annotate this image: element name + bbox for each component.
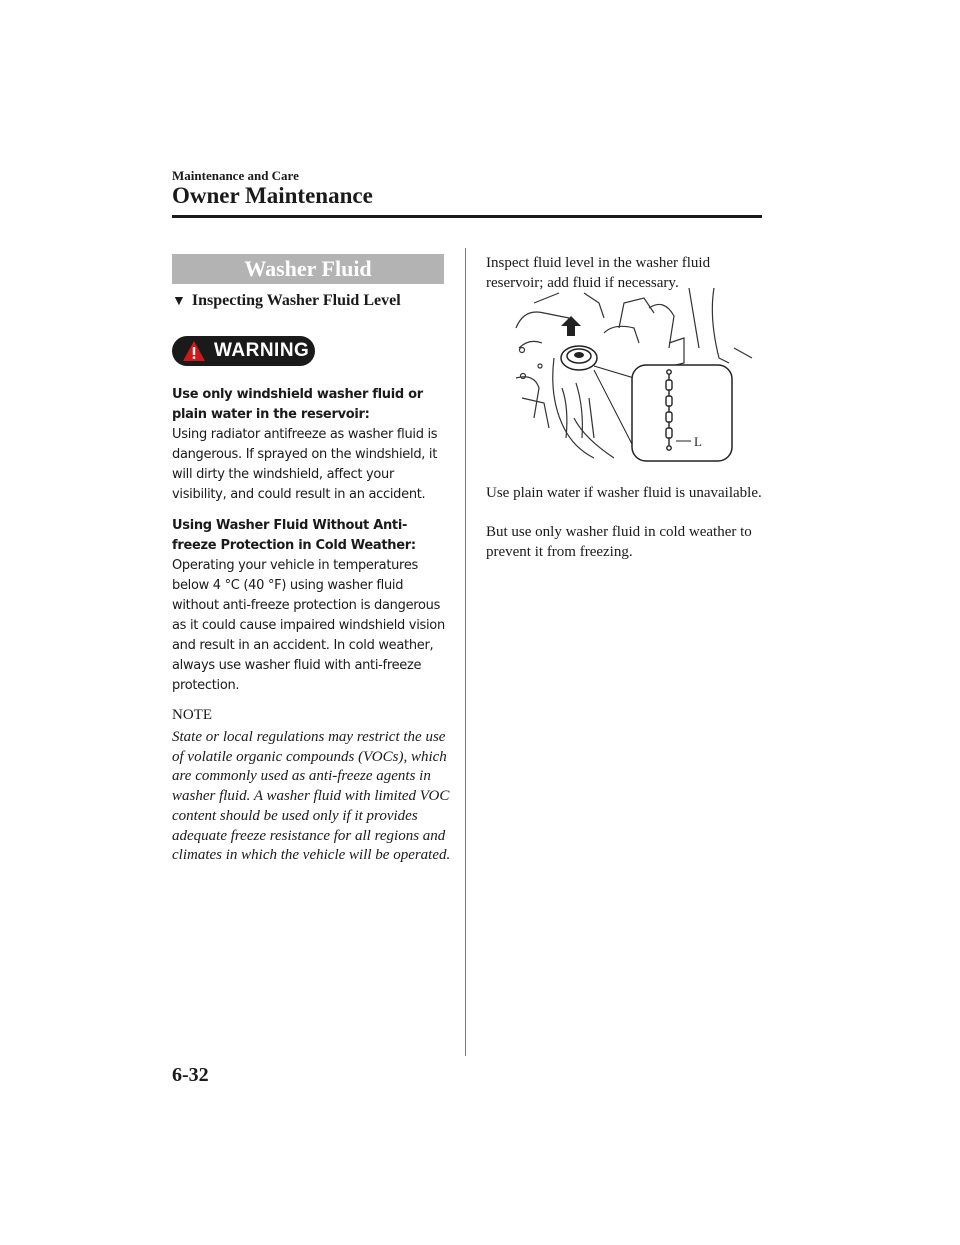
column-divider <box>465 248 466 1056</box>
warning-item-body: Using radiator antifreeze as washer fluid is dangerous. If sprayed on the windshield, it will dirty the windshield, affect your visibility, and could result in an accident. <box>172 427 438 502</box>
warning-item-body: Operating your vehicle in temperatures below 4 °C (40 °F) using washer fluid without anti-freeze protection is dangerous as it could cause impaired windshield vision and result in an accident. In cold weather, always use washer fluid with anti-freeze protection. <box>172 558 445 693</box>
section-banner: Washer Fluid <box>172 254 444 284</box>
page-title: Owner Maintenance <box>172 183 373 208</box>
subsection-heading-text: Inspecting Washer Fluid Level <box>191 292 401 309</box>
subsection-heading <box>172 292 401 310</box>
warning-icon <box>182 340 206 362</box>
washer-reservoir-diagram <box>514 288 754 463</box>
warning-item-heading: Use only windshield washer fluid or plain water in the reservoir: <box>172 387 423 422</box>
warning-badge <box>172 336 315 366</box>
cold-weather-note: But use only washer fluid in cold weather to prevent it from freezing. <box>486 524 752 560</box>
inspect-instruction: Inspect fluid level in the washer fluid reservoir; add fluid if necessary. <box>486 255 711 291</box>
level-label: L <box>694 434 702 449</box>
note-label: NOTE <box>172 707 212 723</box>
page-number: 6-32 <box>172 1064 209 1086</box>
warning-label: WARNING <box>214 340 310 361</box>
use-water-note: Use plain water if washer fluid is unavailable. <box>486 485 762 501</box>
section-label: Maintenance and Care <box>172 168 299 183</box>
title-rule <box>172 215 762 218</box>
triangle-down-icon: ▼ <box>172 294 186 309</box>
warning-item-heading: Using Washer Fluid Without Anti-freeze Protection in Cold Weather: <box>172 518 416 553</box>
note-body: State or local regulations may restrict the use of volatile organic compounds (VOCs), which are commonly used as anti-freeze agents in washer fluid. A washer fluid with limited VOC content should be used only if it provides adequate freeze resistance for all regions and climates in which the vehicle will be operated. <box>172 729 451 864</box>
